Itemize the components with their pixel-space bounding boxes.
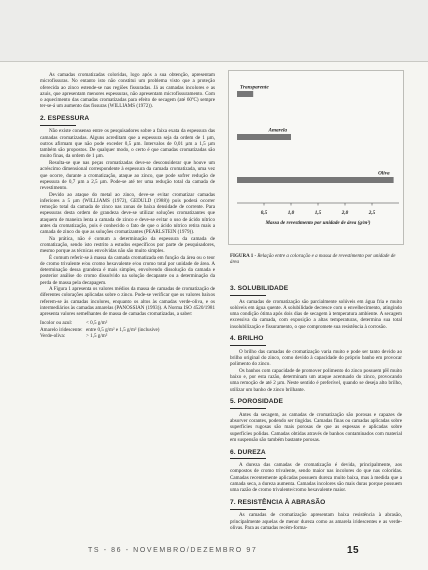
mass-label: Verde-oliva: [40,333,66,340]
paragraph: Resulta-se que nas peças cromatizadas deve-se desconsiderar que houve um acréscimo dimensional correspondente à espessura da camada cromatizada, uma vez que ocorre, durante a cromatização, ataque ao zinco, que pode sofrer redução de espessura de 0,7 µm a 2,5 µm. Pode-se até ter uma redução total da camada de revestimento. [40,160,215,192]
mass-value: < 0,5 g/m² [86,320,108,327]
bar-label: Transparente [240,84,269,91]
figure-1-chart [228,70,404,245]
paragraph: As camadas de cromatização apresentam baixa resistência à abrasão, principalmente aquelas de menor dureza como as amarela iridescentes e as verde-olivas. Para as camadas recém-forma- [230,512,402,531]
paragraph: Devido ao ataque do metal ao zinco, deve-se evitar cromatizar camadas inferiores a 5 µm (WILLIAMS (1972), GEDULD (1988)) pois poderá ocorrer remoção total da camada de zinco nas zonas de baixa densidade de corrente. Para espessuras desta ordem de grandeza deve-se utilizar soluções cromatizantes que ataquem de maneira lenta a camada de zinco e deve-se evitar o uso de ácido nítrico antes da cromatização, pois é conhecido o fato de que o ácido nítrico retira mais a camada de zinco do que as soluções cromatizantes (PEARLSTEIN (1979)). [40,191,215,236]
x-tick-label: 2,0 [341,210,349,216]
section-underline [40,125,76,126]
bar-amarela [237,134,291,140]
footer-issue: TS - 86 - NOVEMBRO/DEZEMBRO 97 [88,547,258,554]
figure-caption-text: - Relação entre a coloração e a massa de revestimento por unidade de área [230,254,396,265]
mass-label: Amarelo iridescente: [40,326,83,333]
figure-label: FIGURA 1 [230,254,254,259]
mass-value: > 1,5 g/m² [86,333,108,340]
top-band [0,0,428,62]
page-number: 15 [347,545,360,556]
section-title-porosidade: 5. POROSIDADE [230,398,283,406]
section-title-brilho: 4. BRILHO [230,335,264,343]
x-tick-label: 1,5 [314,210,322,216]
section-underline [230,509,266,510]
paragraph: Antes da secagem, as camadas de cromatização são porosas e capazes de absorver corantes, podendo ser tingidas. Camadas finas ou camadas aplicadas sobre superfícies rugosas são mais porosas de que as espessas e aplicadas sobre superfícies polidas. Camadas obtidas através de banhos contaminados com material em suspensão são também bastante porosas. [230,411,402,443]
top-rule [0,61,428,62]
bar-label: Amarela [268,127,287,134]
section-title-resistencia-abrasao: 7. RESISTÊNCIA À ABRASÃO [230,498,326,506]
paragraph: O brilho das camadas de cromatização varia muito e pode ser tanto devido ao brilho original do zinco, como devido à capacidade do próprio banho em provocar polimento do zinco. [230,348,402,368]
bar-chart-svg [229,71,405,246]
right-column [230,285,402,531]
paragraph: Os banhos com capacidade de promover polimento do zinco possuem pH muito baixo e, por esta razão, determinam um ataque acentuado do zinco, provocando uma remoção de até 2 µm. Neste sentido é preferível, quando se deseja alto brilho, utilizar um banho de zinco brilhante. [230,367,402,393]
mass-label: Incolor ou azul: [40,320,73,327]
paragraph: Não existe consenso entre os pesquisadores sobre a faixa exata da espessura das camadas cromatizadas. Alguns acreditam que a espessura seja da ordem de 1 µm, outros afirmam que não pode exceder 0,5 µm. Intervalos de 0,01 µm a 1,5 µm também são propostos. De qualquer modo, o certo é que camadas cromatizadas são muito finas, da ordem de 1 µm. [40,128,215,160]
paragraph: A dureza das camadas de cromatização é devida, principalmente, aos compostos de cromo trivalente, sendo maior nas incolores do que nas coloridas. Camadas recentemente aplicadas possuem dureza muito baixa, mas à medida que a camada seca, a dureza aumenta. Camadas incolores são mais duras porque possuem uma razão de cromo trivalente/cromo hexavalente maior. [230,462,402,494]
section-title-solubilidade: 3. SOLUBILIDADE [230,285,289,292]
x-axis-label: Massa de revestimento por unidade de área (g/m²) [265,220,371,226]
section-title-dureza: 6. DUREZA [230,448,266,456]
figure-caption [230,254,402,266]
mass-value: entre 0,5 g/m² e 1,5 g/m² (inclusive) [86,326,160,333]
bar-transparente [237,91,253,97]
section-title-espessura: 2. ESPESSURA [40,114,90,122]
left-column [40,72,215,339]
section-underline [230,345,266,346]
page-footer [88,546,408,558]
section-underline [230,408,266,409]
paragraph: As camadas de cromatização são parcialmente solúveis em água fria e muito solúveis em água quente. A solubilidade decresce com o envelhecimento, atingindo uma condição ótima após dois dias de secagem à temperatura ambiente. A secagem excessiva da camada, com exposição a altas temperaturas, determina sua total insolubilização e fissuramento, o que compromete sua resistência à corrosão. [230,298,402,330]
x-tick-label: 2,5 [368,210,376,216]
paragraph: A Figura 1 apresenta os valores médios da massa de camadas de cromatização de diferentes colorações aplicadas sobre o zinco. Pode-se verificar que os valores baixos referem-se às camadas incolores, enquanto os altos às camadas verde-oliva, e os intermediários às camadas amarelas (PANOSSIAN (1993)). A Norma ISO 4520/1981 apresenta valores semelhantes de massa de camadas cromatizadas, a saber: [40,286,215,318]
x-tick-label: 0,5 [260,210,268,216]
bar-oliva [237,177,394,183]
bar-label: Oliva [378,170,390,177]
intro-paragraph: As camadas cromatizadas coloridas, logo após a sua obtenção, apresentam microfissuras. No entanto isto não constitui um problema visto que a proteção oferecida ao zinco estende-se nas regiões fissuradas. Já as camadas incolores e as azuis, que apresentam menores espessuras, não apresentam microfissuramento. Com o aquecimento das camadas cromatizadas para efeito de secagem (até 60ºC) sempre ter-se-á um aumento das fissuras (WILLIAMS (1972)). [40,72,215,110]
x-tick-label: 1,0 [287,210,295,216]
paragraph: Na prática, não é comum a determinação da espessura da camada de cromatização, sendo isto restrito a estudos específicos por parte de pesquisadores, mesmo porque as técnicas envolvidas não são muito simples. [40,235,215,255]
section-underline [230,458,266,459]
section-underline [230,295,266,296]
paragraph: É comum referir-se à massa da camada cromatizada em função da área ou o teor de cromo trivalente e/ou cromo hexavalente e/ou cromo total por unidade de área. A determinação dessa grandeza é mais simples, envolvendo dissolução da camada e posterior análise do cromo dissolvido na solução decapante ou a determinação da perda de massa pela decapagem. [40,254,215,286]
mass-values-list [40,320,215,339]
